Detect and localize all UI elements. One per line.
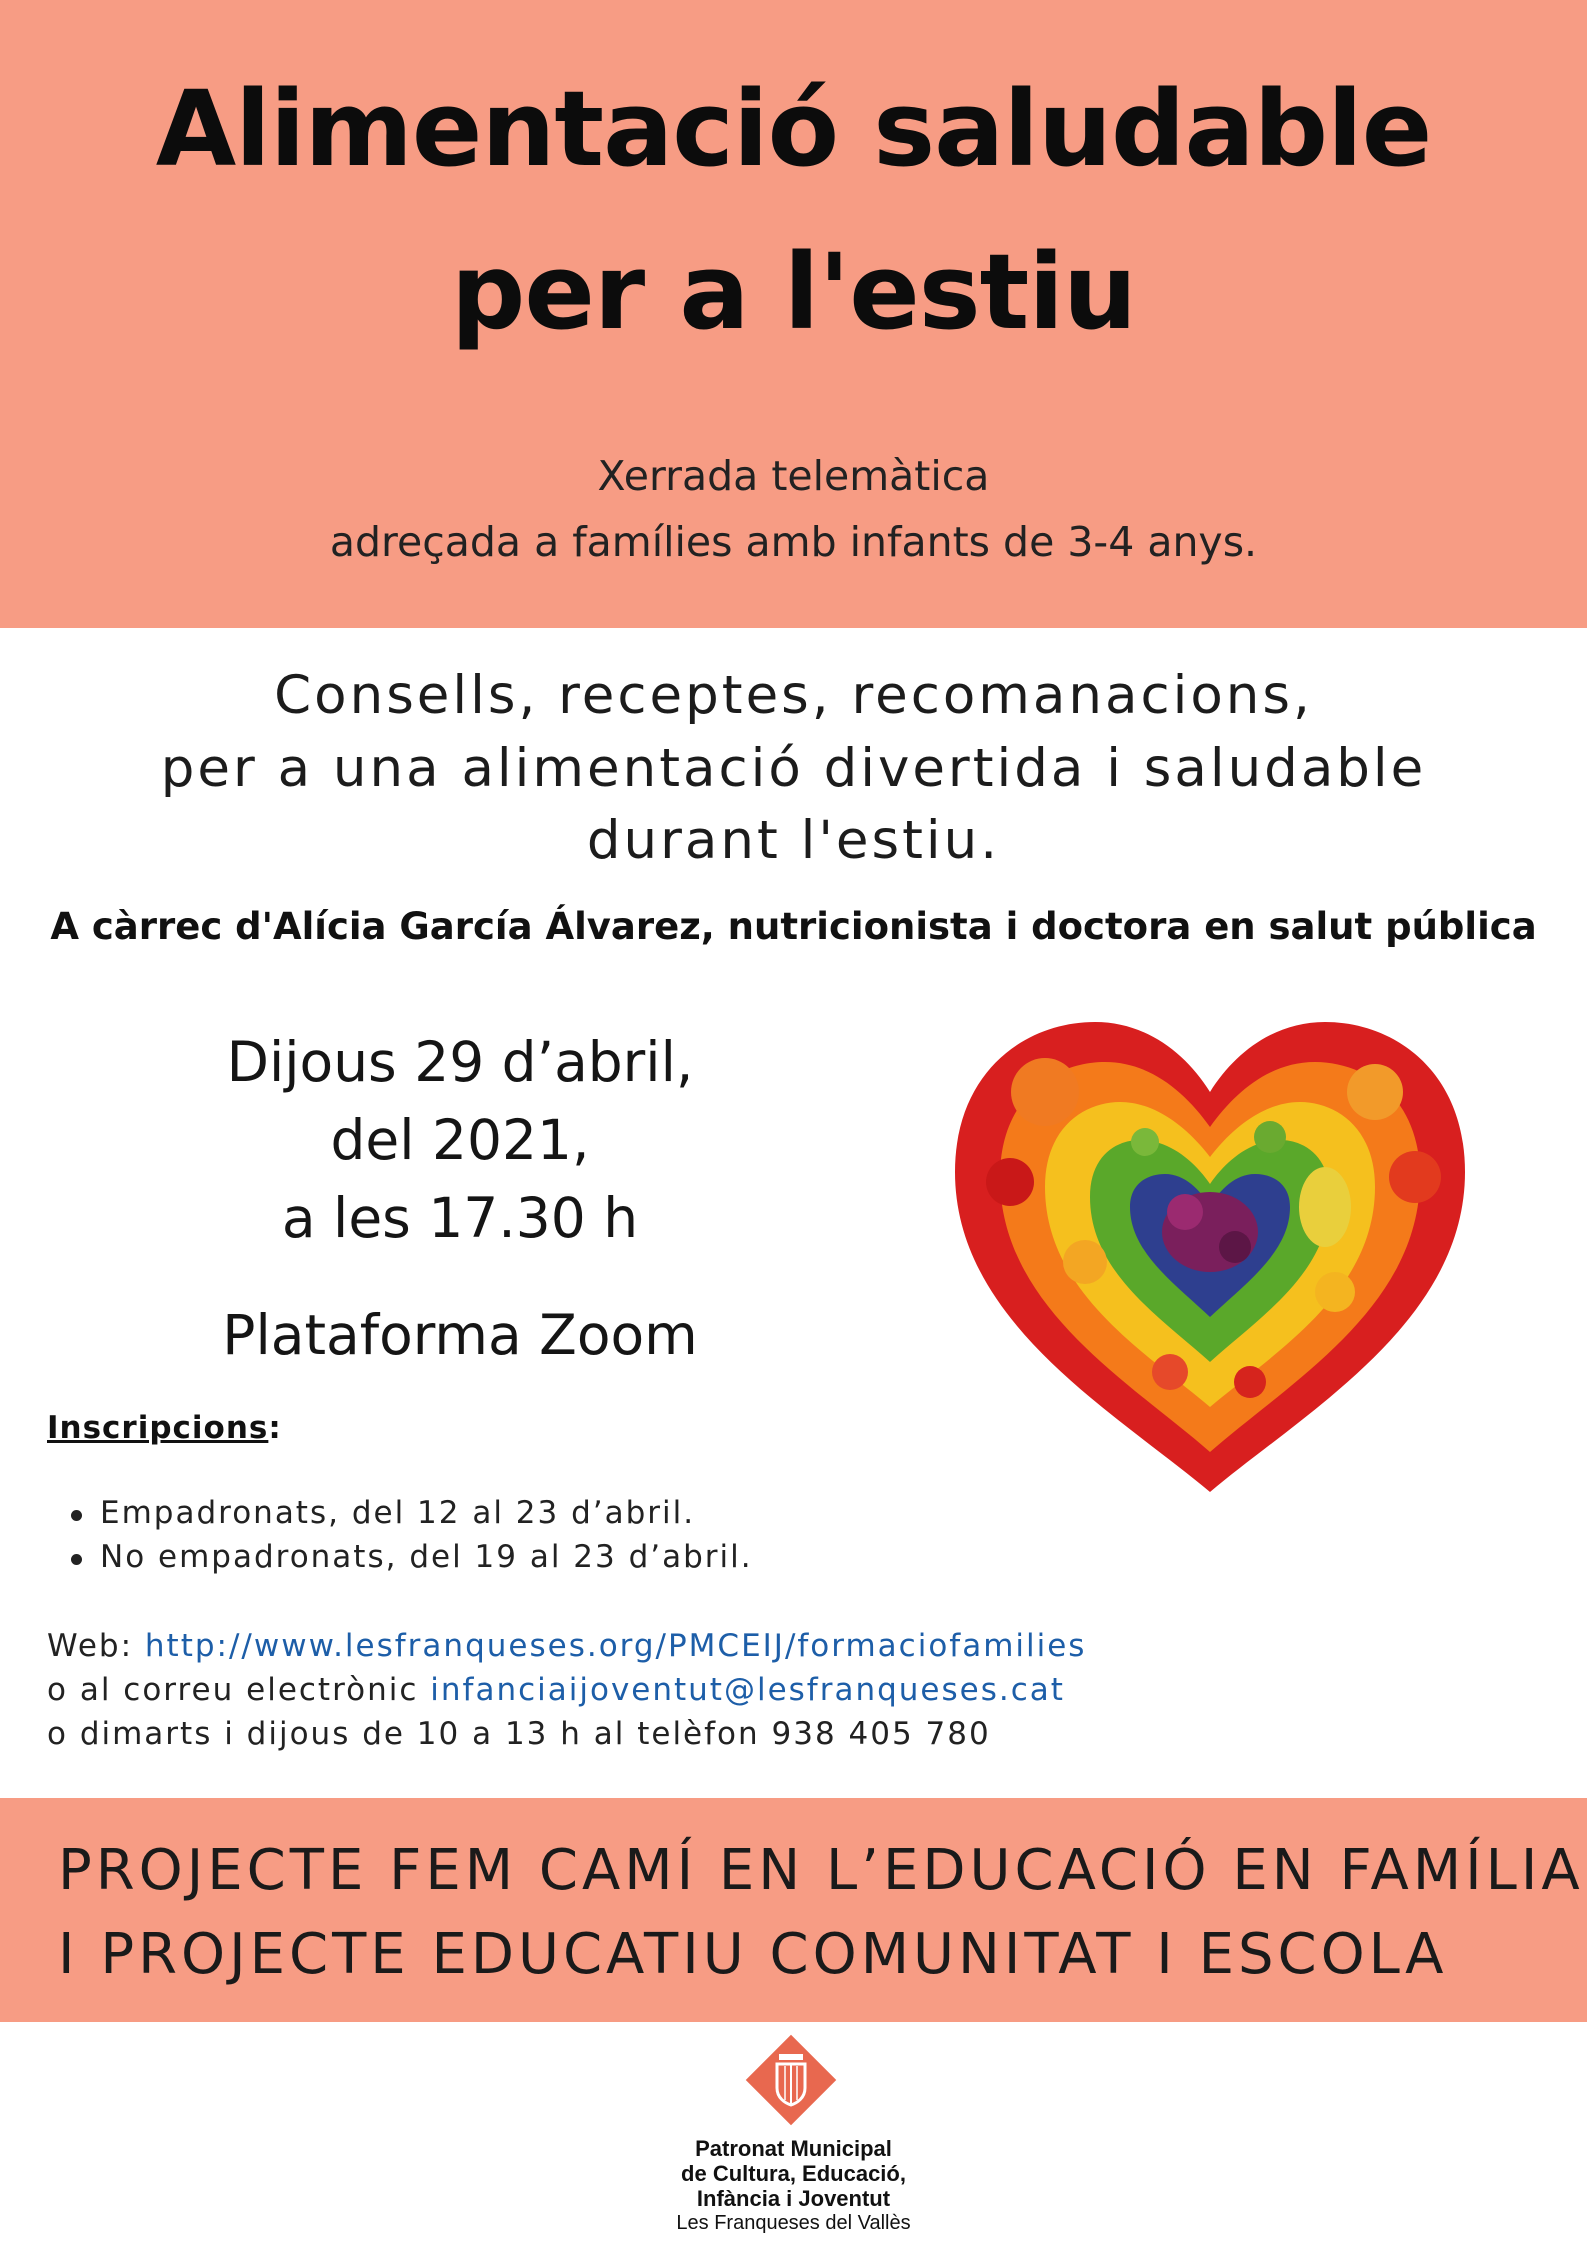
project-line2: I PROJECTE EDUCATIU COMUNITAT I ESCOLA bbox=[58, 1922, 1448, 1987]
registration-list bbox=[47, 1495, 753, 1583]
project-line1: PROJECTE FEM CAMÍ EN L’EDUCACIÓ EN FAMÍLIA bbox=[58, 1838, 1584, 1903]
org-name-line2: de Cultura, Educació, bbox=[681, 2161, 906, 2186]
speaker-credit: A càrrec d'Alícia García Álvarez, nutricionista i doctora en salut pública bbox=[50, 905, 1537, 948]
org-name-line3: Infància i Joventut bbox=[696, 2186, 891, 2211]
list-item bbox=[47, 1495, 753, 1539]
bullet-icon bbox=[71, 1510, 82, 1521]
page-title-line1: Alimentació saludable bbox=[155, 68, 1432, 190]
bullet-icon bbox=[71, 1554, 82, 1565]
contact-web bbox=[47, 1628, 1086, 1664]
email-label: o al correu electrònic bbox=[47, 1672, 431, 1708]
list-item bbox=[47, 1539, 753, 1583]
registration-title-text: Inscripcions bbox=[47, 1410, 269, 1446]
email-link[interactable]: infanciaijoventut@lesfranqueses.cat bbox=[430, 1672, 1065, 1708]
subtitle-line1: Xerrada telemàtica bbox=[597, 452, 990, 500]
intro-line2: per a una alimentació divertida i saludable bbox=[160, 738, 1427, 799]
list-item-text: No empadronats, del 19 al 23 d’abril. bbox=[100, 1539, 753, 1575]
event-date-line2: del 2021, bbox=[330, 1108, 590, 1172]
subtitle-line2: adreçada a famílies amb infants de 3-4 anys. bbox=[329, 518, 1258, 566]
list-item-text: Empadronats, del 12 al 23 d’abril. bbox=[100, 1495, 696, 1531]
web-link[interactable]: http://www.lesfranqueses.org/PMCEIJ/formaciofamilies bbox=[144, 1628, 1087, 1664]
footer-banner bbox=[0, 1798, 1587, 2022]
event-time: a les 17.30 h bbox=[281, 1186, 639, 1250]
page-title-line2: per a l'estiu bbox=[450, 231, 1137, 353]
intro-line3: durant l'estiu. bbox=[586, 810, 1001, 871]
intro-line1: Consells, receptes, recomanacions, bbox=[274, 665, 1313, 726]
event-platform: Plataforma Zoom bbox=[222, 1303, 698, 1367]
contact-phone: o dimarts i dijous de 10 a 13 h al telèfon 938 405 780 bbox=[47, 1716, 991, 1752]
vegetable-heart-image bbox=[915, 962, 1505, 1542]
vegetable-heart-icon bbox=[915, 962, 1505, 1542]
municipal-shield-icon bbox=[741, 2030, 841, 2130]
org-name-line1: Patronat Municipal bbox=[695, 2136, 892, 2161]
web-label: Web: bbox=[47, 1628, 145, 1664]
contact-email bbox=[47, 1672, 1065, 1708]
org-town: Les Franqueses del Vallès bbox=[676, 2212, 911, 2234]
registration-title bbox=[47, 1410, 282, 1446]
registration-title-colon: : bbox=[268, 1410, 282, 1446]
event-date-line1: Dijous 29 d’abril, bbox=[226, 1030, 694, 1094]
